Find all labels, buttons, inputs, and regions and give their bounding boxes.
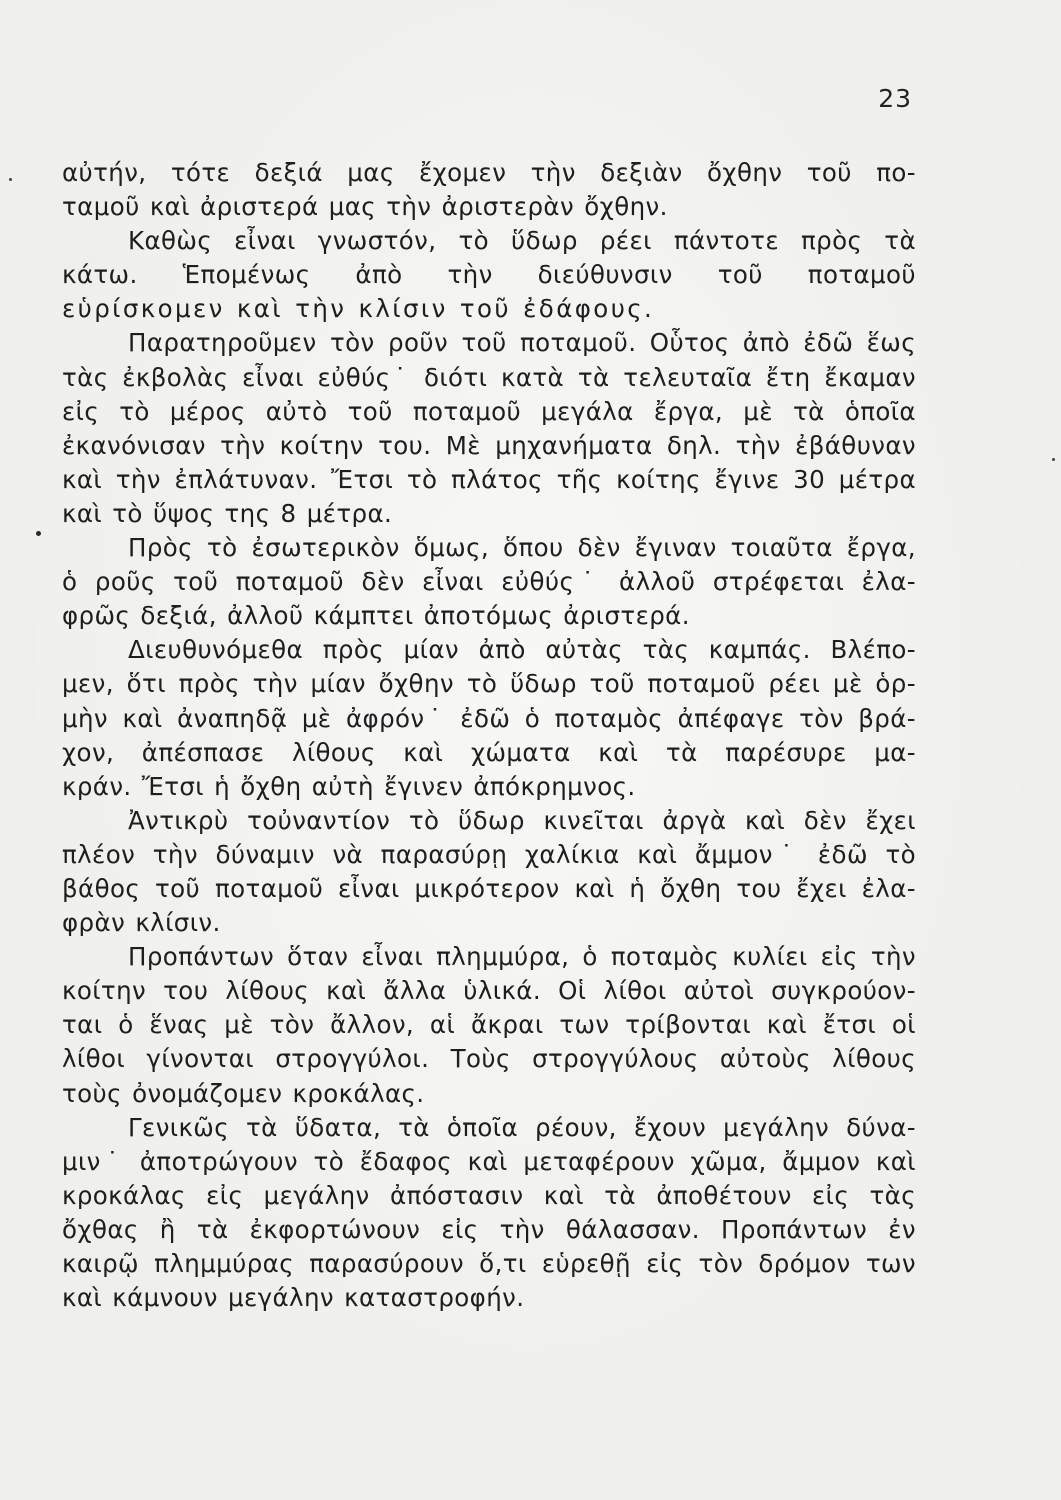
margin-dot (36, 531, 41, 536)
text-line: τοὺς ὀνομάζομεν κροκάλας. (62, 1078, 425, 1108)
text-line: καὶ τὸ ὕψος της 8 μέτρα. (62, 498, 393, 528)
text-line: Διευθυνόμεθα πρὸς μίαν ἀπὸ αὐτὰς τὰς καμπάς. Βλέπο- (128, 635, 916, 665)
text-line: κροκάλας εἰς μεγάλην ἀπόστασιν καὶ τὰ ἀποθέτουν εἰς τὰς (62, 1180, 916, 1210)
text-line: ταμοῦ καὶ ἀριστερά μας τὴν ἀριστερὰν ὄχθην. (62, 192, 668, 222)
text-line: μεν, ὅτι πρὸς τὴν μίαν ὄχθην τὸ ὕδωρ τοῦ ποταμοῦ ρέει μὲ ὁρ- (62, 669, 916, 699)
text-line: Παρατηροῦμεν τὸν ροῦν τοῦ ποταμοῦ. Οὗτος ἀπὸ ἐδῶ ἕως (128, 328, 916, 358)
text-line: Γενικῶς τὰ ὕδατα, τὰ ὁποῖα ρέουν, ἔχουν μεγάλην δύνα- (128, 1112, 916, 1142)
text-line: εὑρίσκομεν καὶ τὴν κλίσιν τοῦ ἐδάφους. (62, 294, 655, 324)
text-line: Πρὸς τὸ ἐσωτερικὸν ὅμως, ὅπου δὲν ἔγιναν τοιαῦτα ἔργα, (128, 533, 916, 563)
text-line: Προπάντων ὅταν εἶναι πλημμύρα, ὁ ποταμὸς κυλίει εἰς τὴν (128, 942, 916, 972)
text-line: ἐκανόνισαν τὴν κοίτην του. Μὲ μηχανήματα δηλ. τὴν ἐβάθυναν (62, 430, 916, 460)
text-line: φρὰν κλίσιν. (62, 908, 221, 938)
text-line: ται ὁ ἕνας μὲ τὸν ἄλλον, αἱ ἄκραι των τρίβονται καὶ ἔτσι οἱ (62, 1010, 916, 1040)
text-line: λίθοι γίνονται στρογγύλοι. Τοὺς στρογγύλους αὐτοὺς λίθους (62, 1044, 916, 1074)
text-line: εἰς τὸ μέρος αὐτὸ τοῦ ποταμοῦ μεγάλα ἔργα, μὲ τὰ ὁποῖα (62, 396, 916, 426)
text-line: μιν˙ ἀποτρώγουν τὸ ἔδαφος καὶ μεταφέρουν χῶμα, ἄμμον καὶ (62, 1146, 916, 1176)
text-line: ὁ ροῦς τοῦ ποταμοῦ δὲν εἶναι εὐθύς˙ ἀλλοῦ στρέφεται ἐλα- (62, 567, 916, 597)
text-line: φρῶς δεξιά, ἀλλοῦ κάμπτει ἀποτόμως ἀριστερά. (62, 601, 690, 631)
page-number: 23 (878, 84, 912, 113)
margin-speck (9, 178, 12, 181)
text-line: Καθὼς εἶναι γνωστόν, τὸ ὕδωρ ρέει πάντοτε πρὸς τὰ (128, 226, 916, 256)
text-line: αὐτήν, τότε δεξιά μας ἔχομεν τὴν δεξιὰν ὄχθην τοῦ πο- (62, 158, 916, 187)
text-line: κράν. Ἔτσι ἡ ὄχθη αὐτὴ ἔγινεν ἀπόκρημνος. (62, 771, 636, 801)
text-line: καὶ τὴν ἐπλάτυναν. Ἔτσι τὸ πλάτος τῆς κοίτης ἔγινε 30 μέτρα (62, 464, 916, 494)
text-line: βάθος τοῦ ποταμοῦ εἶναι μικρότερον καὶ ἡ ὄχθη του ἔχει ἐλα- (62, 873, 916, 903)
text-line: καὶ κάμνουν μεγάλην καταστροφήν. (62, 1283, 525, 1313)
text-line: μὴν καὶ ἀναπηδᾷ μὲ ἀφρόν˙ ἐδῶ ὁ ποταμὸς ἀπέφαγε τὸν βρά- (62, 703, 916, 733)
page-text (62, 156, 916, 1315)
text-line: κοίτην του λίθους καὶ ἄλλα ὑλικά. Οἱ λίθοι αὐτοὶ συγκρούον- (62, 976, 916, 1006)
margin-speck (1052, 458, 1055, 461)
text-line: ὄχθας ἢ τὰ ἐκφορτώνουν εἰς τὴν θάλασσαν. Προπάντων ἐν (62, 1214, 916, 1244)
text-line: Ἀντικρὺ τοὐναντίον τὸ ὕδωρ κινεῖται ἀργὰ καὶ δὲν ἔχει (128, 805, 916, 835)
text-line: χον, ἀπέσπασε λίθους καὶ χώματα καὶ τὰ παρέσυρε μα- (62, 737, 916, 767)
text-line: πλέον τὴν δύναμιν νὰ παρασύρῃ χαλίκια καὶ ἄμμον˙ ἐδῶ τὸ (62, 839, 916, 869)
text-line: κάτω. Ἑπομένως ἀπὸ τὴν διεύθυνσιν τοῦ ποταμοῦ (62, 260, 916, 290)
text-line: καιρῷ πλημμύρας παρασύρουν ὅ,τι εὑρεθῇ εἰς τὸν δρόμον των (62, 1249, 916, 1278)
text-line: τὰς ἐκβολὰς εἶναι εὐθύς˙ διότι κατὰ τὰ τελευταῖα ἔτη ἔκαμαν (62, 362, 916, 392)
